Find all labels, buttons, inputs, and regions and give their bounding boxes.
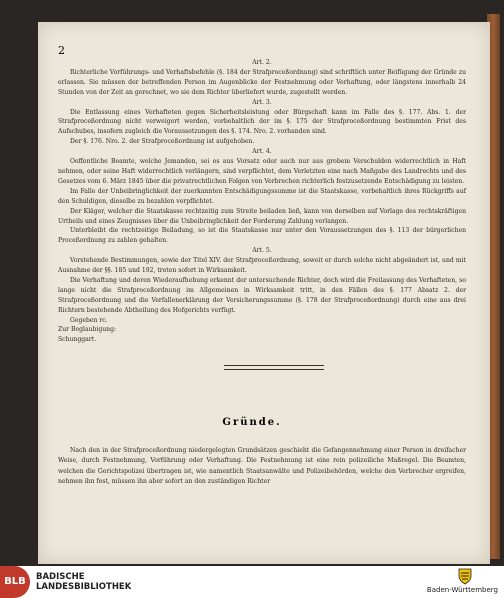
body-text <box>58 58 466 345</box>
paragraph: Richterliche Vorführungs- und Verhaftsbefehle (§. 184 der Strafproceßordnung) sind schriftlich unter Beifügung der Gründe zu erlassen. Sie müssen der betreffenden Person im Augenblicke der Festnehmung oder Verhaftung, oder längstens innerhalb 24 Stunden von der Zeit an gerechnet, wo sie dem Richter überliefert wurde, zugestellt werden. <box>58 68 466 96</box>
section-body-text <box>58 446 466 488</box>
page-number: 2 <box>58 44 65 57</box>
blb-logo[interactable]: BLB <box>0 566 30 598</box>
region-label: Baden-Württemberg <box>426 586 498 594</box>
paragraph: Im Falle der Unbeibringlichkeit der zuerkannten Entschädigungssumme ist die Staatskasse, vorbehaltlich ihres Rückgriffs auf den Schuldigen, dieselbe zu bezahlen verpflichtet. <box>58 187 466 205</box>
paragraph: Der Kläger, welcher die Staatskasse rechtzeitig zum Streite beiladen ließ, kann von derselben auf Vorlage des rechtskräftigen Urtheils und eines Zeugnisses über die Unbeibringlichkeit der Forderung Zahlung verlangen. <box>58 207 466 225</box>
article-heading: Art. 3. <box>252 98 272 106</box>
paragraph: Der §. 176. Nro. 2. der Strafproceßordnung ist aufgehoben. <box>70 138 255 146</box>
library-name-line1: BADISCHE <box>36 572 85 582</box>
signature-label: Zur Beglaubigung: <box>58 326 117 334</box>
section-divider <box>224 365 324 370</box>
signature-name: Schunggart. <box>58 336 97 344</box>
section-heading: Gründe. <box>222 417 282 428</box>
library-name-line2: LANDESBIBLIOTHEK <box>36 582 132 592</box>
paragraph: Oeffentliche Beamte, welche Jemanden, sei es aus Vorsatz oder auch nur aus grobem Verschulden widerrechtlich in Haft nehmen, oder seine Haft widerrechtlich verlängern, sind verpflichtet, dem Verletzten eine nach Maßgabe des Landrechts und des Gesetzes vom 6. März 1845 über die privatrechtlichen Folgen von Verbrechen richterlich festzusetzende Entschädigung zu leisten. <box>58 158 466 185</box>
paragraph: Die Verhaftung und deren Wiederaufhebung erkennt der untersuchende Richter, doch wird die Freilassung des Verhafteten, so lange nicht die Strafproceßordnung im Allgemeinen in Wirksamkeit tritt, in den Fällen des §. 177 Absatz 2. der Strafproceßordnung und die Verfallenerklärung der Versicherungssumme (§. 178 der Strafproceßordnung) durch eine aus drei Richtern bestehende Abtheilung des Hofgerichts verfügt. <box>58 276 466 314</box>
article-heading: Art. 2. <box>252 59 272 66</box>
paragraph: Nach den in der Strafproceßordnung niedergelegten Grundsätzen geschieht die Gefangennehmung einer Person in dreifacher Weise, durch Festnehmung, Vorführung oder Verhaftung. Die Festnehmung ist eine rein polizeiliche Maßregel. Die Beamten, welchen die Gerichtspolizei übertragen ist, wie namentlich Staatsanwälte und Polizeibehörden, welche den Verbrecher ergreifen, nehmen ihn fest, müssen ihn aber sofort an den zuständigen Richter <box>58 447 466 486</box>
library-name <box>36 572 131 592</box>
coat-of-arms-icon <box>455 567 475 585</box>
paragraph: Unterbleibt die rechtzeitige Beiladung, so ist die Staatskasse nur unter den Voraussetzungen des §. 113 der bürgerlichen Proceßordnung zu zahlen gehalten. <box>58 227 466 245</box>
paragraph: Die Entlassung eines Verhafteten gegen Sicherheitsleistung oder Bürgschaft kann im Falle des §. 177. Abs. 1. der Strafproceßordnung nicht verweigert werden, vorbehaltlich der im §. 175 der Strafproceßordnung bestimmten Frist des Aufschubes, insofern zugleich die Voraussetzungen des §. 174. Nro. 2. vorhanden sind. <box>58 108 466 136</box>
article-heading: Art. 4. <box>252 148 272 156</box>
paragraph: Gegeben rc. <box>70 316 108 324</box>
article-heading: Art. 5. <box>252 247 272 255</box>
paragraph: Vorstehende Bestimmungen, sowie der Titel XIV. der Strafproceßordnung, soweit er durch solche nicht abgeändert ist, und mit Ausnahme der §§. 185 und 192, treten sofort in Wirksamkeit. <box>58 257 466 275</box>
